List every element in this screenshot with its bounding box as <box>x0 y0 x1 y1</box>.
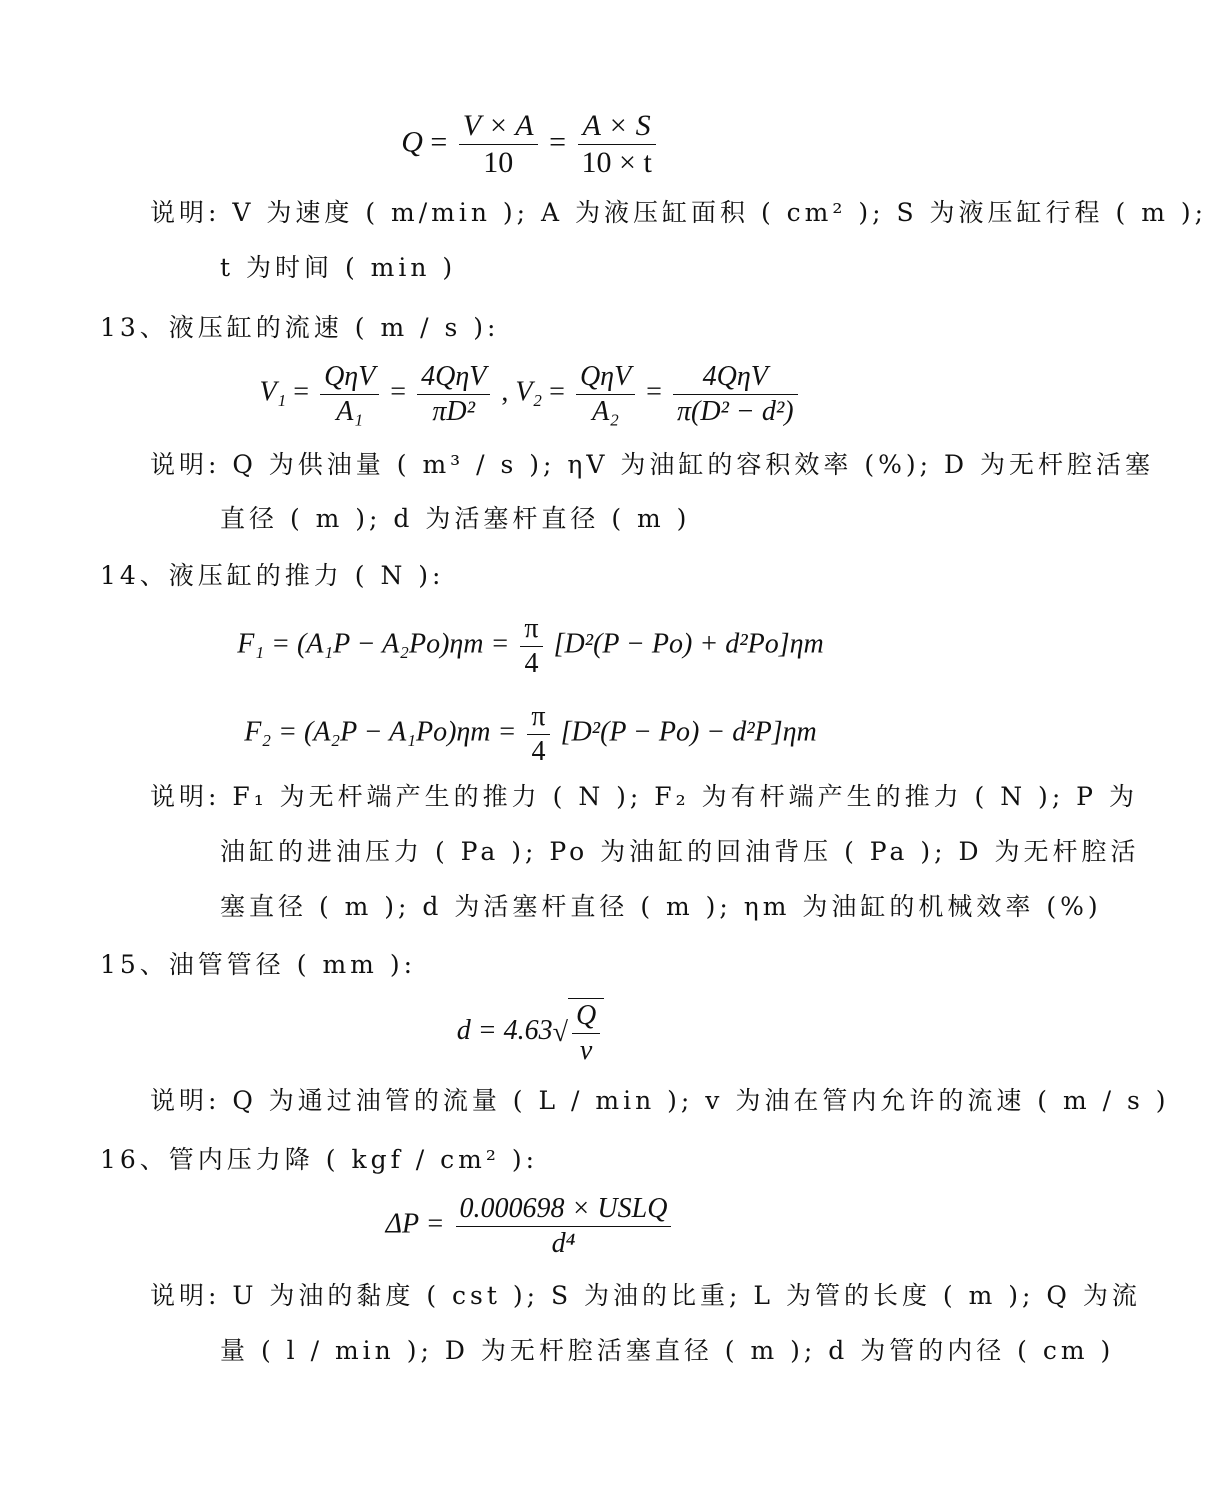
formula-symbol: Q <box>401 125 423 159</box>
formula-flow-rate <box>0 108 1061 181</box>
equals-sign: = <box>430 125 448 159</box>
formula-expression: F₂ = (A₂P − A₁Po)ηm = <box>244 716 517 748</box>
numerator: π <box>527 700 549 735</box>
fraction <box>576 360 635 428</box>
note-line: 直径 ( m ); d 为活塞杆直径 ( m ) <box>220 504 691 533</box>
formula-symbol: V₁ <box>259 376 287 408</box>
section-heading: 13、液压缸的流速 ( m / s ): <box>100 313 500 342</box>
note-line: 说明: U 为油的黏度 ( cst ); S 为油的比重; L 为管的长度 ( m ); Q 为流 <box>150 1281 1141 1310</box>
note-line: 说明: F₁ 为无杆端产生的推力 ( N ); F₂ 为有杆端产生的推力 ( N ); P 为 <box>150 782 1138 811</box>
denominator: 4 <box>531 735 546 767</box>
denominator: 10 × t <box>581 146 652 179</box>
formula-expression: [D²(P − Po) − d²P]ηm <box>560 716 817 748</box>
formula-thrust-2 <box>0 700 1061 768</box>
formula-pipe-diameter <box>0 998 1061 1067</box>
note-line: 说明: Q 为通过油管的流量 ( L / min ); v 为油在管内允许的流速 ( m / s ) <box>150 1086 1170 1115</box>
denominator: A₂ <box>592 395 619 427</box>
formula-expression: [D²(P − Po) + d²Po]ηm <box>553 628 824 660</box>
formula-expression: d = 4.63 <box>456 1015 553 1047</box>
denominator: A₁ <box>336 395 364 427</box>
formula-symbol: V₂ <box>515 376 543 408</box>
note-line: 量 ( l / min ); D 为无杆腔活塞直径 ( m ); d 为管的内径 ( cm ) <box>220 1336 1115 1365</box>
numerator: A × S <box>578 108 656 145</box>
formula-cylinder-velocity: V₁ = $\frac{\text{QηV}}{\text{A₁}}$ = $\frac{\text{4QηV}}{\text{πD²}}$ , V₂ = $\frac{\text{QηV}}{\text{A₂}}$ = $\frac{\text{4QηV}}{\text{π(D² − d²)}}$ <box>0 360 1061 428</box>
fraction <box>417 360 490 428</box>
formula-expression: F₁ = (A₁P − A₂Po)ηm = <box>237 628 510 660</box>
fraction <box>673 360 798 428</box>
fraction <box>572 999 600 1067</box>
denominator: πD² <box>432 395 476 427</box>
numerator: QηV <box>320 360 379 395</box>
note-line: t 为时间 ( min ) <box>220 253 457 282</box>
fraction <box>527 700 549 768</box>
separator: , <box>501 376 509 408</box>
numerator: π <box>520 612 542 647</box>
fraction <box>320 360 379 428</box>
formula-expression: ΔP = <box>385 1208 445 1240</box>
denominator: π(D² − d²) <box>676 395 794 427</box>
numerator: Q <box>572 999 600 1034</box>
numerator: V × A <box>459 108 538 145</box>
fraction <box>578 108 656 181</box>
formula-pressure-drop <box>0 1192 1061 1260</box>
note-line: 油缸的进油压力 ( Pa ); Po 为油缸的回油背压 ( Pa ); D 为无杆腔活 <box>220 837 1140 866</box>
radicand <box>568 998 604 1067</box>
formula-thrust-1 <box>0 612 1061 680</box>
section-heading: 14、液压缸的推力 ( N ): <box>100 561 445 590</box>
denominator: 10 <box>483 146 514 179</box>
note-line: 塞直径 ( m ); d 为活塞杆直径 ( m ); ηm 为油缸的机械效率 (%) <box>220 892 1102 921</box>
denominator: v <box>579 1034 593 1066</box>
numerator: QηV <box>576 360 635 395</box>
fraction <box>456 1192 672 1260</box>
sqrt-sign-icon: √ <box>552 1016 569 1048</box>
numerator: 4QηV <box>673 360 798 395</box>
note-line: 说明: V 为速度 ( m/min ); A 为液压缸面积 ( cm² ); S 为液压缸行程 ( m ); <box>150 198 1207 227</box>
note-line: 说明: Q 为供油量 ( m³ / s ); ηV 为油缸的容积效率 (%); D 为无杆腔活塞 <box>150 450 1154 479</box>
fraction <box>459 108 538 181</box>
section-heading: 15、油管管径 ( mm ): <box>100 950 416 979</box>
denominator: d⁴ <box>551 1227 576 1259</box>
numerator: 4QηV <box>417 360 490 395</box>
denominator: 4 <box>524 647 539 679</box>
numerator: 0.000698 × USLQ <box>456 1192 672 1227</box>
equals-sign: = <box>549 125 567 159</box>
section-heading: 16、管内压力降 ( kgf / cm² ): <box>100 1145 539 1174</box>
fraction <box>520 612 542 680</box>
